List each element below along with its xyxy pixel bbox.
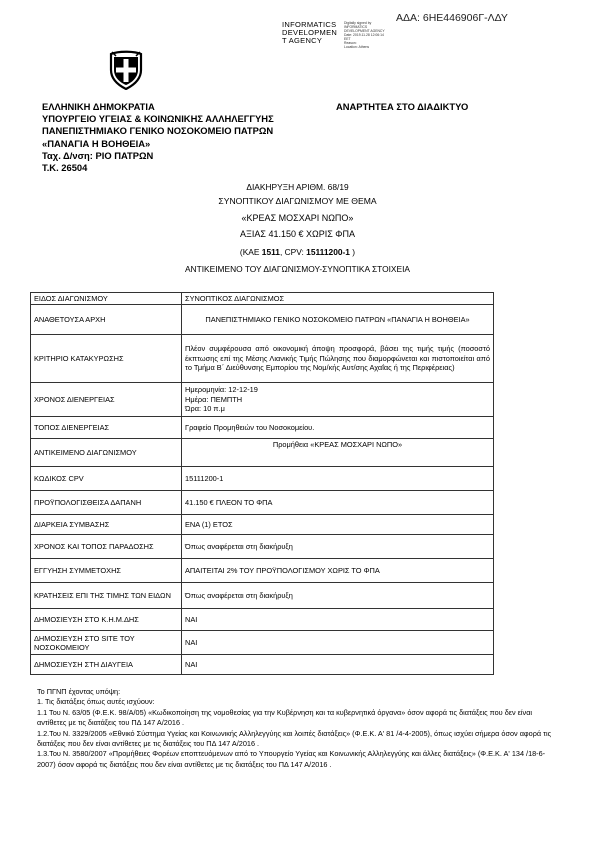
table-value: ΝΑΙ bbox=[182, 655, 494, 675]
footer-paragraph: 1. Τις διατάξεις όπως αυτές ισχύουν: bbox=[37, 697, 155, 707]
notice-value: ΑΞΙΑΣ 41.150 € ΧΩΡΙΣ ΦΠΑ bbox=[240, 229, 355, 239]
signature-line: Date: 2019.11.28 12:06:14 bbox=[344, 33, 384, 37]
table-value: ΑΠΑΙΤΕΙΤΑΙ 2% ΤΟΥ ΠΡΟΫΠΟΛΟΓΙΣΜΟΥ ΧΩΡΙΣ ΤΟ ΦΠΑ bbox=[182, 559, 494, 583]
signature-line: INFORMATICS bbox=[344, 25, 368, 29]
table-row bbox=[31, 305, 494, 335]
table-value: Γραφείο Προμηθειών του Νοσοκομείου. bbox=[182, 417, 494, 439]
table-value: 15111200-1 bbox=[182, 467, 494, 491]
header-line: ΥΠΟΥΡΓΕΙΟ ΥΓΕΙΑΣ & ΚΟΙΝΩΝΙΚΗΣ ΑΛΛΗΛΕΓΓΥΗΣ bbox=[42, 113, 274, 125]
table-value: ΝΑΙ bbox=[182, 631, 494, 655]
table-row bbox=[31, 335, 494, 383]
table-row bbox=[31, 559, 494, 583]
kae-code: 1511 bbox=[261, 247, 280, 257]
table-row bbox=[31, 293, 494, 305]
table-key: ΔΗΜΟΣΙΕΥΣΗ ΣΤΗ ΔΙΑΥΓΕΙΑ bbox=[31, 655, 182, 675]
table-row bbox=[31, 491, 494, 515]
table-value: Όπως αναφέρεται στη διακήρυξη bbox=[182, 535, 494, 559]
signature-line: Reason: bbox=[344, 41, 357, 45]
notice-subject: «ΚΡΕΑΣ ΜΟΣΧΑΡΙ ΝΩΠΟ» bbox=[241, 213, 354, 223]
table-row bbox=[31, 609, 494, 631]
table-key: ΕΓΓΥΗΣΗ ΣΥΜΜΕΤΟΧΗΣ bbox=[31, 559, 182, 583]
table-value: ΕΝΑ (1) ΕΤΟΣ bbox=[182, 515, 494, 535]
date-value: Ημερομηνία: 12-12-19 bbox=[185, 385, 258, 395]
table-row bbox=[31, 655, 494, 675]
table-key: ΤΟΠΟΣ ΔΙΕΝΕΡΓΕΙΑΣ bbox=[31, 417, 182, 439]
table-key: ΚΩΔΙΚΟΣ CPV bbox=[31, 467, 182, 491]
table-key: ΑΝΑΘΕΤΟΥΣΑ ΑΡΧΗ bbox=[31, 305, 182, 335]
table-value: ΣΥΝΟΠΤΙΚΟΣ ΔΙΑΓΩΝΙΣΜΟΣ bbox=[182, 293, 494, 305]
tender-summary-table bbox=[30, 292, 494, 675]
signature-line: DEVELOPMENT AGENCY bbox=[344, 29, 385, 33]
table-key: ΔΗΜΟΣΙΕΥΣΗ ΣΤΟ SITE ΤΟΥ ΝΟΣΟΚΟΜΕΙΟΥ bbox=[31, 631, 182, 655]
cpv-code: 15111200-1 bbox=[306, 247, 350, 257]
cpv-label: , CPV: bbox=[279, 247, 307, 257]
day-value: Ημέρα: ΠΕΜΠΤΗ bbox=[185, 394, 243, 404]
header-line: ΠΑΝΕΠΙΣΤΗΜΙΑΚΟ ΓΕΝΙΚΟ ΝΟΣΟΚΟΜΕΙΟ ΠΑΤΡΩΝ bbox=[42, 125, 274, 137]
footer-paragraph: 1.1 Του Ν. 63/05 (Φ.Ε.Κ. 98/Α/05) «Κωδικοποίηση της νομοθεσίας για την Κυβέρνηση και τα κυβερνητικά όργανα» όσον αφορά τις διατάξεις που δεν είναι αντίθετες με τις διατάξεις του ΠΔ 147 Α/2016 . bbox=[37, 707, 533, 728]
table-key: ΧΡΟΝΟΣ ΔΙΕΝΕΡΓΕΙΑΣ bbox=[31, 383, 182, 417]
ida-logo bbox=[282, 21, 337, 45]
notice-codes bbox=[0, 247, 595, 257]
table-row bbox=[31, 467, 494, 491]
signature-line: Location: Athens bbox=[344, 45, 370, 49]
table-value: Πλέον συμφέρουσα από οικονομική άποψη προσφορά, βάσει της τιμής τιμής (ποσοστό έκπτωσης επί της Μέσης Λιανικής Τιμής Πώλησης που διαμορφώνεται και πιστοποιείται από το Τμήμα Β΄ Διεύθυνσης Εμπορίου της Νομ/κής Αυτ/σης Αχαΐας ή της Περιφέρειας) bbox=[182, 335, 494, 383]
table-row bbox=[31, 583, 494, 609]
table-value: ΝΑΙ bbox=[182, 609, 494, 631]
footer-paragraph: 1.2.Του Ν. 3329/2005 «Εθνικό Σύστημα Υγείας και Κοινωνικής Αλληλεγγύης και λοιπές διατάξεις» (Φ.Ε.Κ. Α' 81 /4-4-2005), όπως ισχύει σήμερα όσον αφορά τις διατάξεις που δεν είναι αντίθετες με τις διατάξεις του ΠΔ 147 Α/2016 . bbox=[37, 728, 552, 749]
footer-paragraph: 1.3.Του Ν. 3580/2007 «Προμήθειες Φορέων εποπτευόμενων από το Υπουργείο Υγείας και Κοινωνικής Αλληλεγγύης και άλλες διατάξεις» (Φ.Ε.Κ. Α' 134 /18-6-2007) όσον αφορά τις διατάξεις που δεν είναι αντίθετες με τις διατάξεις του ΠΔ 147 Α/2016 . bbox=[37, 749, 546, 769]
table-value bbox=[182, 383, 494, 417]
logo-line-1: INFORMATICS bbox=[282, 20, 337, 29]
legal-basis bbox=[37, 687, 562, 770]
issuer-header bbox=[42, 101, 274, 174]
table-row bbox=[31, 535, 494, 559]
header-line: ΕΛΛΗΝΙΚΗ ΔΗΜΟΚΡΑΤΙΑ bbox=[42, 101, 155, 112]
table-key: ΔΗΜΟΣΙΕΥΣΗ ΣΤΟ Κ.Η.Μ.ΔΗΣ bbox=[31, 609, 182, 631]
logo-line-3: T AGENCY bbox=[282, 36, 323, 45]
table-value: 41.150 € ΠΛΕΟΝ ΤΟ ΦΠΑ bbox=[182, 491, 494, 515]
notice-number: ΔΙΑΚΗΡΥΞΗ ΑΡΙΘΜ. 68/19 bbox=[246, 182, 349, 192]
publish-notice: ΑΝΑΡΤΗΤΕΑ ΣΤΟ ΔΙΑΔΙΚΤΥΟ bbox=[336, 101, 469, 112]
table-value: Όπως αναφέρεται στη διακήρυξη bbox=[182, 583, 494, 609]
signature-line: EET bbox=[344, 37, 351, 41]
logo-line-2: DEVELOPMEN bbox=[282, 28, 338, 37]
header-line: Ταχ. Δ/νση: ΡΙΟ ΠΑΤΡΩΝ bbox=[42, 149, 154, 161]
time-value: Ώρα: 10 π.μ bbox=[185, 404, 225, 414]
footer-paragraph: Το ΠΓΝΠ έχοντας υπόψη: bbox=[37, 687, 121, 696]
kae-label: (ΚΑΕ bbox=[239, 247, 262, 257]
signature-line: Digitally signed by bbox=[344, 21, 372, 25]
header-line: «ΠΑΝΑΓΙΑ Η ΒΟΗΘΕΙΑ» bbox=[42, 137, 151, 149]
table-value: ΠΑΝΕΠΙΣΤΗΜΙΑΚΟ ΓΕΝΙΚΟ ΝΟΣΟΚΟΜΕΙΟ ΠΑΤΡΩΝ «ΠΑΝΑΓΙΑ Η ΒΟΗΘΕΙΑ» bbox=[182, 305, 494, 335]
table-value: Προμήθεια «ΚΡΕΑΣ ΜΟΣΧΑΡΙ ΝΩΠΟ» bbox=[182, 439, 494, 467]
table-key: ΑΝΤΙΚΕΙΜΕΝΟ ΔΙΑΓΩΝΙΣΜΟΥ bbox=[31, 439, 182, 467]
table-key: ΠΡΟΫΠΟΛΟΓΙΣΘΕΙΣΑ ΔΑΠΑΝΗ bbox=[31, 491, 182, 515]
table-key: ΧΡΟΝΟΣ ΚΑΙ ΤΟΠΟΣ ΠΑΡΑΔΟΣΗΣ bbox=[31, 535, 182, 559]
table-row bbox=[31, 631, 494, 655]
table-key: ΚΡΙΤΗΡΙΟ ΚΑΤΑΚΥΡΩΣΗΣ bbox=[31, 335, 182, 383]
table-row bbox=[31, 515, 494, 535]
table-key: ΔΙΑΡΚΕΙΑ ΣΥΜΒΑΣΗΣ bbox=[31, 515, 182, 535]
greek-emblem-icon bbox=[108, 50, 144, 90]
ada-number: ΑΔΑ: 6ΗΕ446906Γ-ΛΔΥ bbox=[396, 12, 508, 24]
codes-close: ) bbox=[349, 247, 356, 257]
table-key: ΕΙΔΟΣ ΔΙΑΓΩΝΙΣΜΟΥ bbox=[31, 293, 182, 305]
table-row bbox=[31, 439, 494, 467]
table-key: ΚΡΑΤΗΣΕΙΣ ΕΠΙ ΤΗΣ ΤΙΜΗΣ ΤΩΝ ΕΙΔΩΝ bbox=[31, 583, 182, 609]
table-row bbox=[31, 417, 494, 439]
signature-block bbox=[344, 21, 404, 49]
table-row bbox=[31, 383, 494, 417]
section-heading: ΑΝΤΙΚΕΙΜΕΝΟ ΤΟΥ ΔΙΑΓΩΝΙΣΜΟΥ-ΣΥΝΟΠΤΙΚΑ ΣΤΟΙΧΕΙΑ bbox=[184, 264, 411, 274]
header-line: Τ.Κ. 26504 bbox=[42, 162, 88, 174]
notice-subject-intro: ΣΥΝΟΠΤΙΚΟΥ ΔΙΑΓΩΝΙΣΜΟΥ ΜΕ ΘΕΜΑ bbox=[218, 196, 377, 206]
